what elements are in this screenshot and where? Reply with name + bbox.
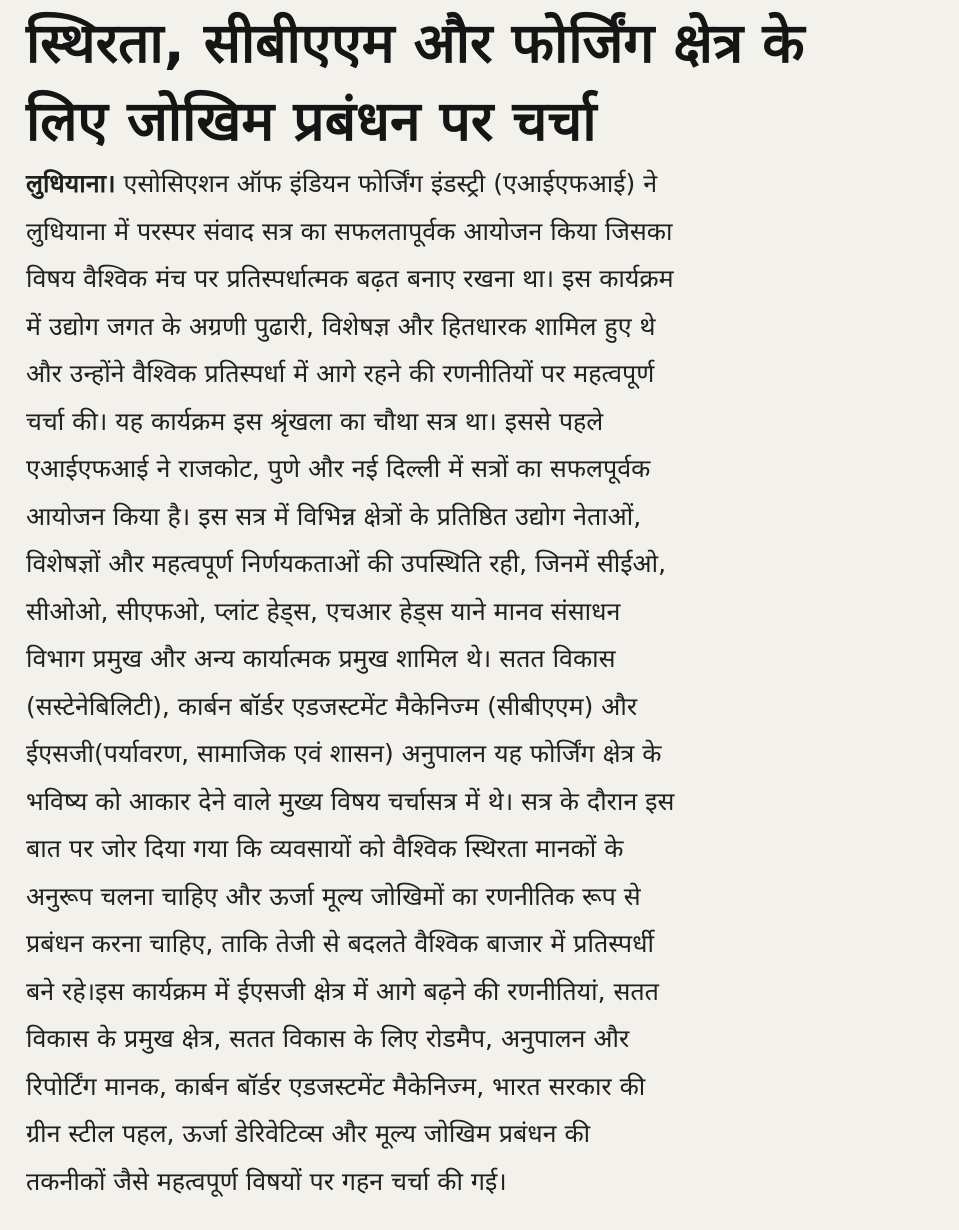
body-line-11: विभाग प्रमुख और अन्य कार्यात्मक प्रमुख शामिल थे। सतत विकास xyxy=(26,644,616,673)
article-body xyxy=(26,160,931,1205)
body-line-19: विकास के प्रमुख क्षेत्र, सतत विकास के लिए रोडमैप, अनुपालन और xyxy=(26,1024,630,1053)
body-line-5: और उन्होंने वैश्विक प्रतिस्पर्धा में आगे रहने की रणनीतियों पर महत्वपूर्ण xyxy=(26,359,655,388)
body-line-1-text: एसोसिएशन ऑफ इंडियन फोर्जिंग इंडस्ट्री (एआईएफआई) ने xyxy=(115,169,658,198)
body-line-17: प्रबंधन करना चाहिए, ताकि तेजी से बदलते वैश्विक बाजार में प्रतिस्पर्धी xyxy=(26,929,654,958)
headline-line-2: लिए जोखिम प्रबंधन पर चर्चा xyxy=(26,89,597,153)
body-line-10: सीओओ, सीएफओ, प्लांट हेड्स, एचआर हेड्स याने मानव संसाधन xyxy=(26,596,621,626)
body-line-4: में उद्योग जगत के अग्रणी पुढारी, विशेषज्ञ और हितधारक शामिल हुए थे xyxy=(26,311,656,341)
headline xyxy=(26,4,931,160)
body-line-7: एआईएफआई ने राजकोट, पुणे और नई दिल्ली में सत्रों का सफलपूर्वक xyxy=(26,454,651,483)
body-line-15: बात पर जोर दिया गया कि व्यवसायों को वैश्विक स्थिरता मानकों के xyxy=(26,834,624,863)
body-line-21: ग्रीन स्टील पहल, ऊर्जा डेरिवेटिव्स और मूल्य जोखिम प्रबंधन की xyxy=(26,1119,591,1148)
body-line-2: लुधियाना में परस्पर संवाद सत्र का सफलतापूर्वक आयोजन किया जिसका xyxy=(26,216,673,246)
dateline: लुधियाना। xyxy=(26,169,116,198)
body-line-13: ईएसजी(पर्यावरण, सामाजिक एवं शासन) अनुपालन यह फोर्जिंग क्षेत्र के xyxy=(26,739,662,768)
body-line-12: (सस्टेनेबिलिटी), कार्बन बॉर्डर एडजस्टमेंट मैकेनिज्म (सीबीएएम) और xyxy=(26,691,638,721)
body-line-22: तकनीकों जैसे महत्वपूर्ण विषयों पर गहन चर्चा की गई। xyxy=(26,1166,507,1196)
body-line-9: विशेषज्ञों और महत्वपूर्ण निर्णयकताओं की उपस्थिति रही, जिनमें सीईओ, xyxy=(26,549,667,578)
body-line-6: चर्चा की। यह कार्यक्रम इस श्रृंखला का चौथा सत्र था। इससे पहले xyxy=(26,406,604,436)
body-line-3: विषय वैश्विक मंच पर प्रतिस्पर्धात्मक बढ़त बनाए रखना था। इस कार्यक्रम xyxy=(26,264,674,293)
body-line-20: रिपोर्टिंग मानक, कार्बन बॉर्डर एडजस्टमेंट मैकेनिज्म, भारत सरकार की xyxy=(26,1071,646,1101)
body-line-14: भविष्य को आकार देने वाले मुख्य विषय चर्चासत्र में थे। सत्र के दौरान इस xyxy=(26,786,675,816)
body-line-8: आयोजन किया है। इस सत्र में विभिन्न क्षेत्रों के प्रतिष्ठित उद्योग नेताओं, xyxy=(26,501,642,531)
headline-line-1: स्थिरता, सीबीएएम और फोर्जिंग क्षेत्र के xyxy=(26,11,805,75)
body-line-18: बने रहे।इस कार्यक्रम में ईएसजी क्षेत्र में आगे बढ़ने की रणनीतियां, सतत xyxy=(26,976,659,1006)
body-line-16: अनुरूप चलना चाहिए और ऊर्जा मूल्य जोखिमों का रणनीतिक रूप से xyxy=(26,881,641,911)
body-line-1 xyxy=(26,160,931,208)
